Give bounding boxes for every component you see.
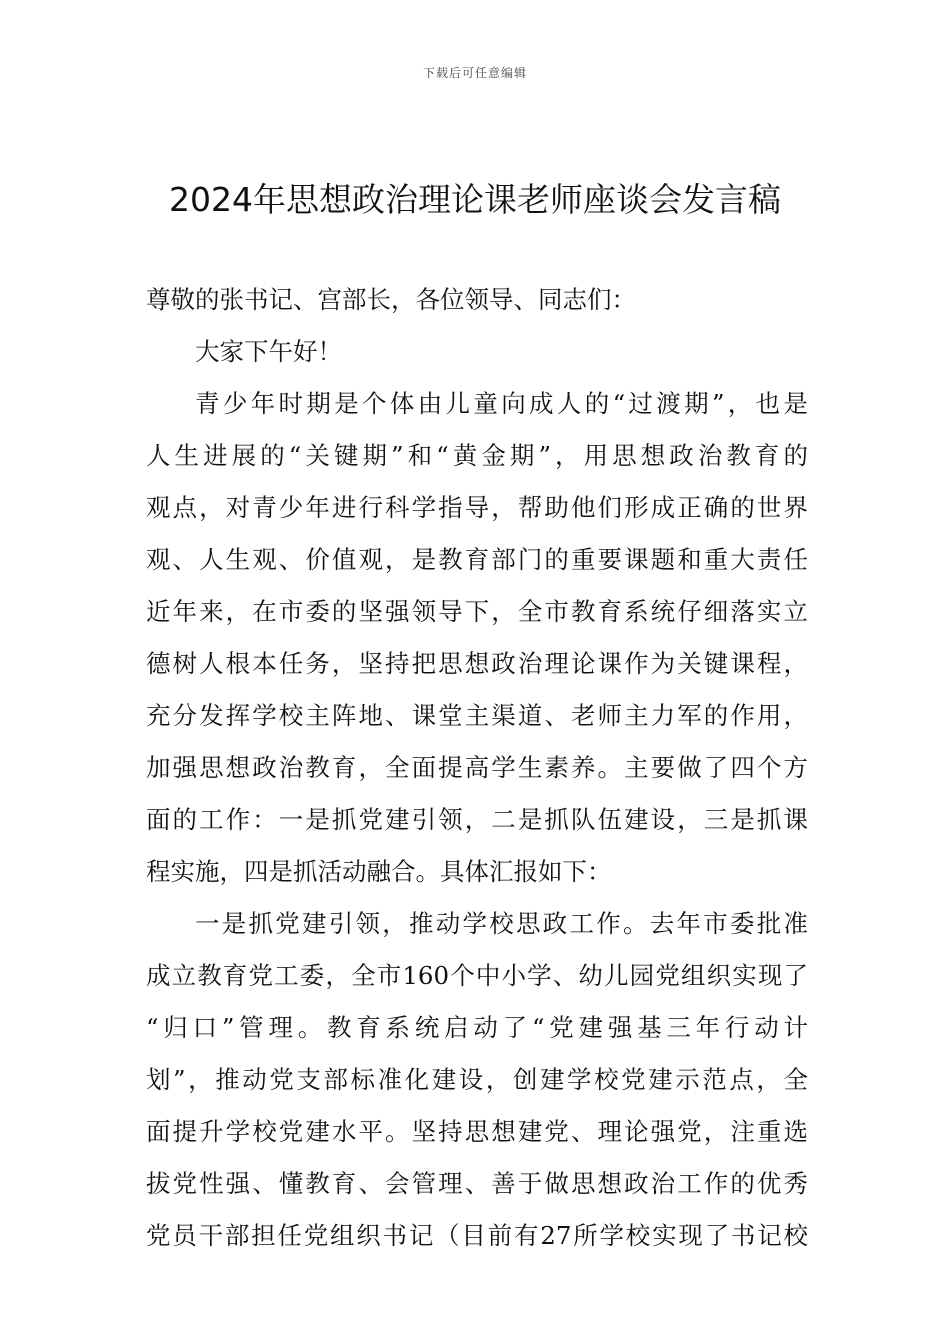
paragraph-line: 人生进展的“关键期”和“黄金期”，用思想政治教育的 bbox=[146, 441, 808, 470]
salutation-line: 尊敬的张书记、宫部长，各位领导、同志们： bbox=[146, 285, 636, 314]
paragraph-line: 青少年时期是个体由儿童向成人的“过渡期”，也是 bbox=[195, 389, 808, 418]
paragraph-line: 程实施，四是抓活动融合。具体汇报如下： bbox=[146, 857, 612, 886]
document-title: 2024年思想政治理论课老师座谈会发言稿 bbox=[169, 180, 781, 219]
paragraph-line: 面提升学校党建水平。坚持思想建党、理论强党，注重选 bbox=[146, 1117, 808, 1146]
document-body bbox=[146, 278, 808, 1266]
page-header-note: 下载后可任意编辑 bbox=[422, 66, 527, 80]
greeting-line: 大家下午好！ bbox=[195, 337, 342, 366]
paragraph-line: 面的工作：一是抓党建引领，二是抓队伍建设，三是抓课 bbox=[146, 805, 808, 834]
paragraph-line: 德树人根本任务，坚持把思想政治理论课作为关键课程， bbox=[146, 649, 808, 678]
paragraph-line: 近年来，在市委的坚强领导下，全市教育系统仔细落实立 bbox=[146, 597, 808, 626]
paragraph-line: 党员干部担任党组织书记（目前有27所学校实现了书记校 bbox=[146, 1221, 808, 1250]
paragraph-line: 观、人生观、价值观，是教育部门的重要课题和重大责任 bbox=[146, 545, 808, 574]
paragraph-line: 成立教育党工委，全市160个中小学、幼儿园党组织实现了 bbox=[146, 961, 808, 990]
paragraph-line: 充分发挥学校主阵地、课堂主渠道、老师主力军的作用， bbox=[146, 701, 808, 730]
paragraph-line: 观点，对青少年进行科学指导，帮助他们形成正确的世界 bbox=[146, 493, 808, 522]
paragraph-line: “归口”管理。教育系统启动了“党建强基三年行动计 bbox=[146, 1013, 808, 1042]
paragraph-line: 一是抓党建引领，推动学校思政工作。去年市委批准 bbox=[195, 909, 808, 938]
paragraph-line: 划”，推动党支部标准化建设，创建学校党建示范点，全 bbox=[146, 1065, 808, 1094]
paragraph-line: 拔党性强、懂教育、会管理、善于做思想政治工作的优秀 bbox=[146, 1169, 808, 1198]
paragraph-line: 加强思想政治教育，全面提高学生素养。主要做了四个方 bbox=[146, 753, 808, 782]
